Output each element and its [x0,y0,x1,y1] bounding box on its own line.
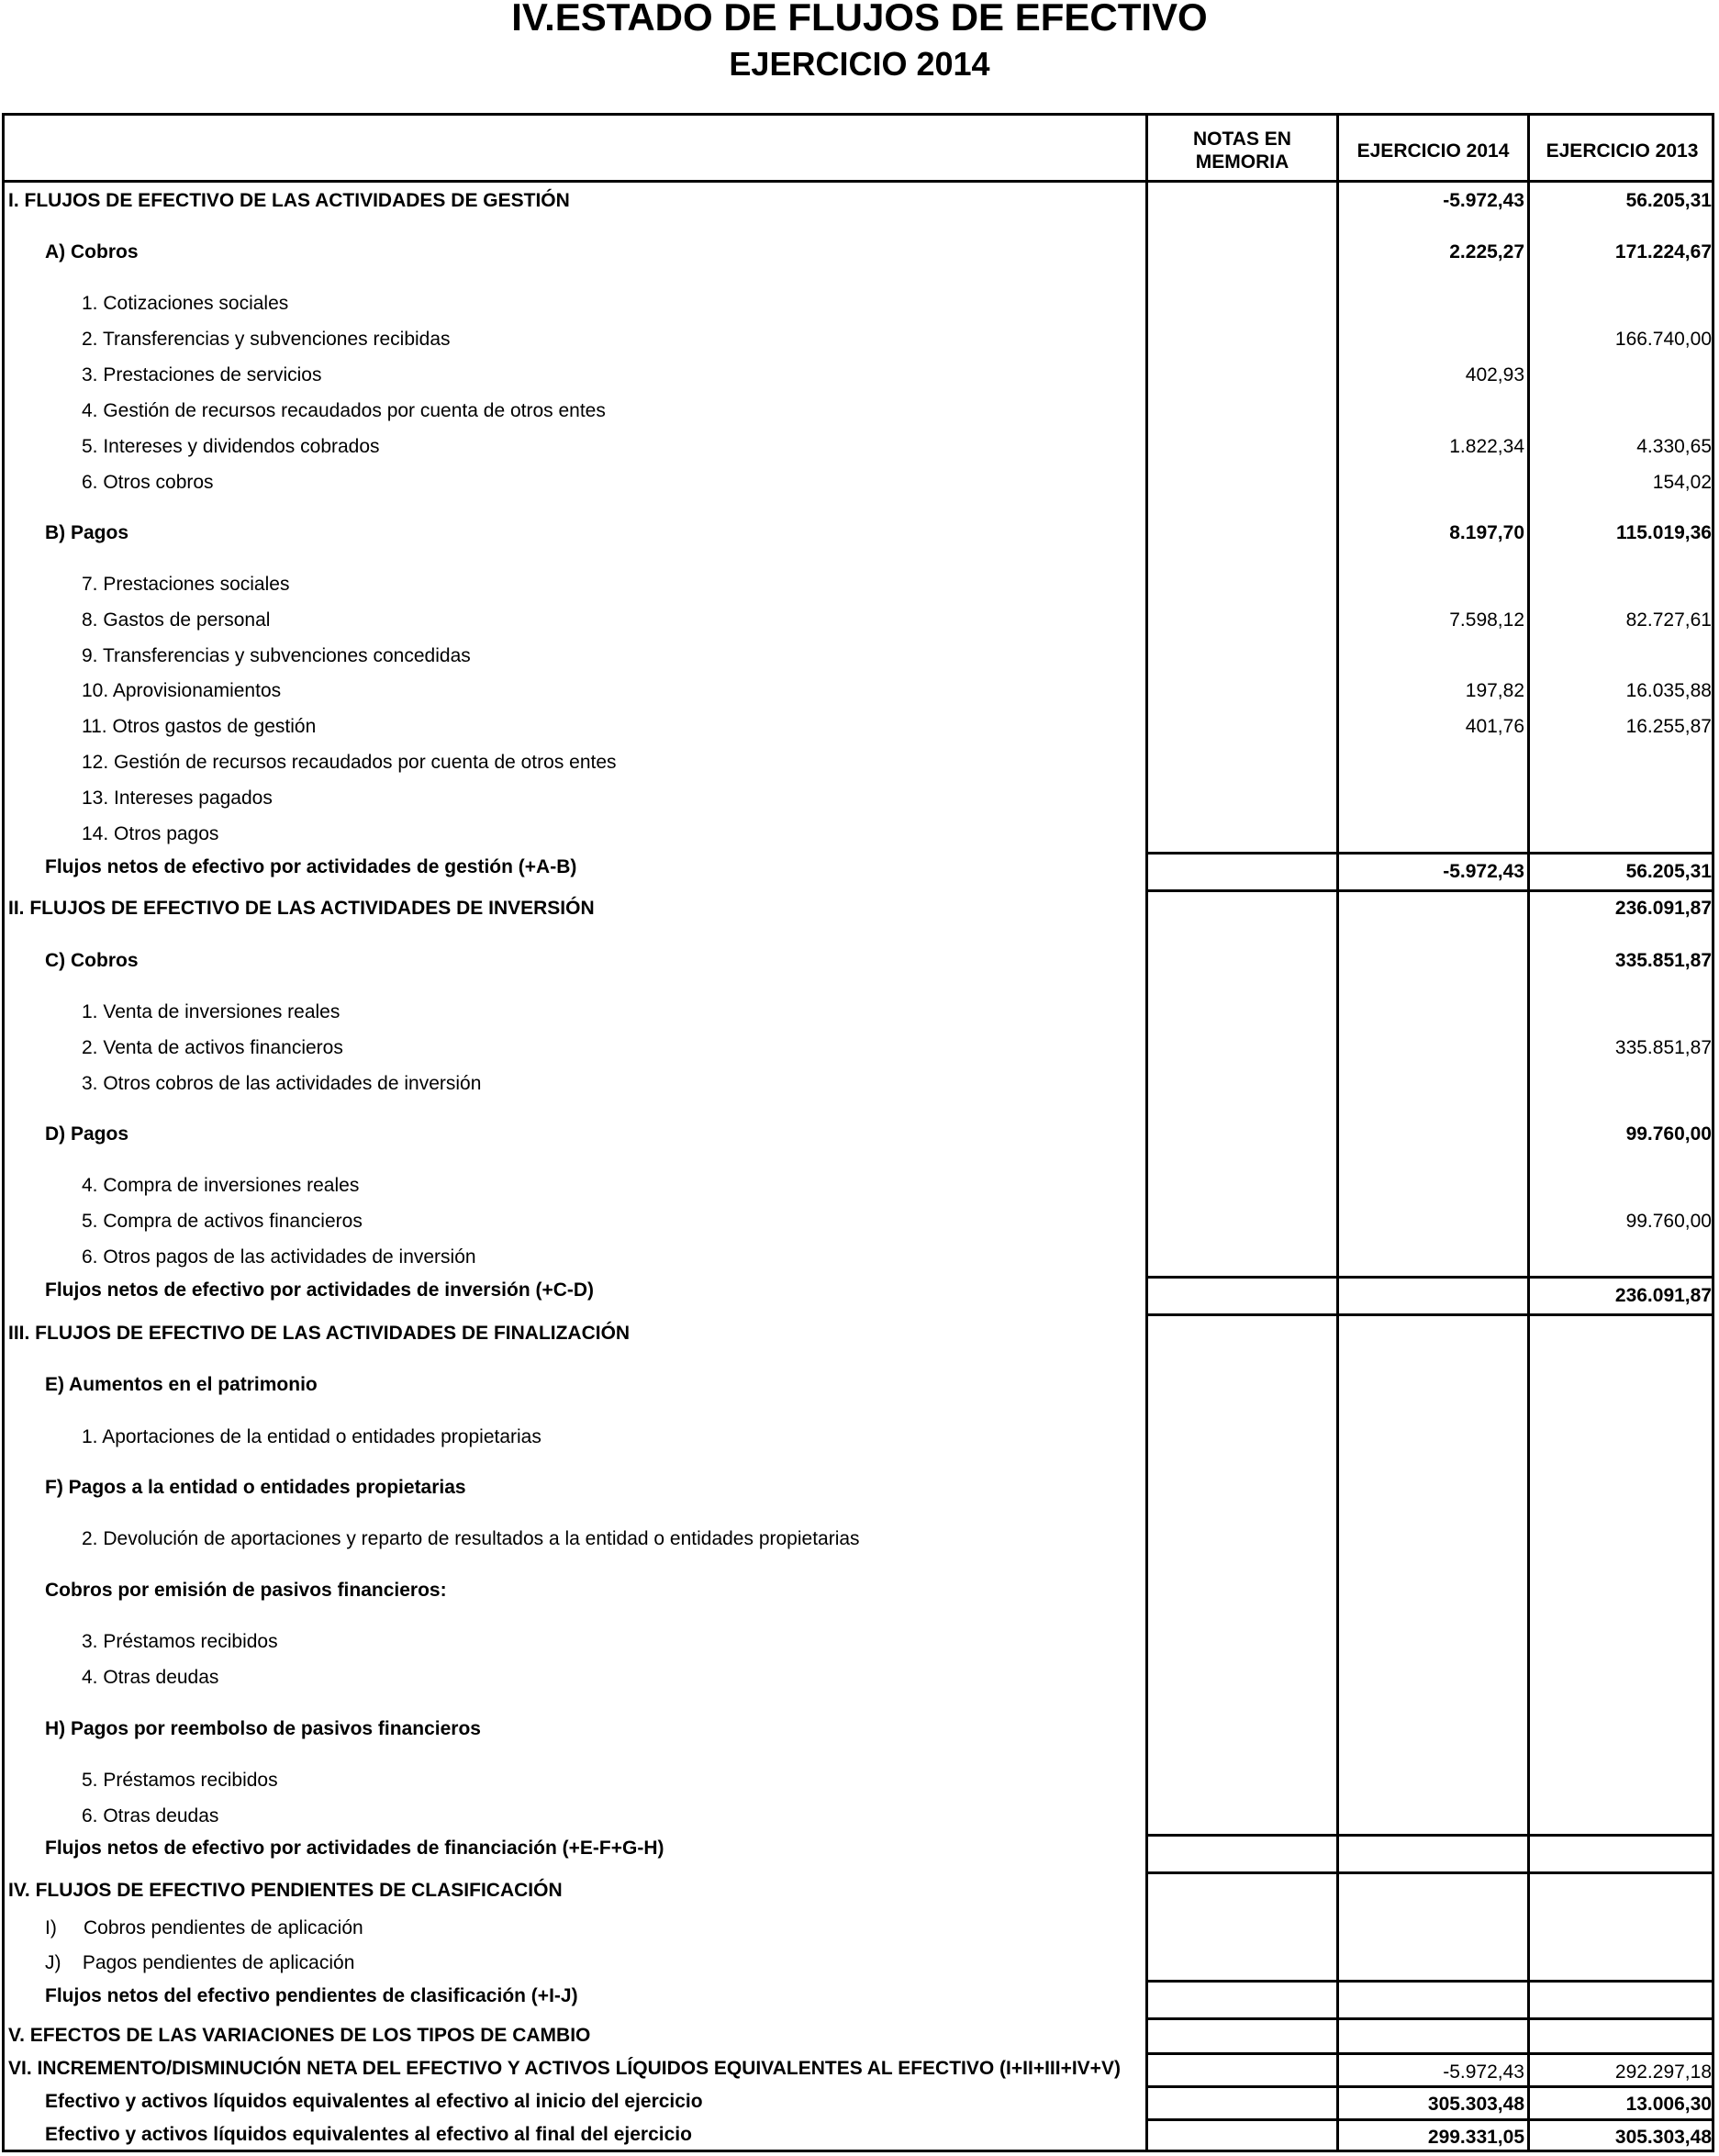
table-row [0,184,1719,218]
table-row [0,892,1719,925]
row-label: 10. Aprovisionamientos [82,680,282,701]
row-label: 3. Otros cobros de las actividades de inversión [82,1073,482,1094]
table-row [0,2118,1719,2151]
row-label: 5. Préstamos recibidos [82,1770,278,1791]
table-row [0,430,1719,464]
row-label: J) Pagos pendientes de aplicación [45,1952,355,1973]
row-label: 2. Venta de activos financieros [82,1037,343,1058]
table-row [0,996,1719,1029]
table-row [0,466,1719,499]
table-row [0,1764,1719,1797]
value-2013: 82.727,61 [1625,609,1712,631]
value-2013: 16.255,87 [1625,716,1712,737]
table-row [0,1067,1719,1100]
row-label: IV. FLUJOS DE EFECTIVO PENDIENTES DE CLASIFICACIÓN [8,1880,563,1901]
row-label: 6. Otras deudas [82,1805,219,1826]
table-row [0,1947,1719,1980]
value-2013: 236.091,87 [1614,1285,1712,1306]
table-row [0,1661,1719,1694]
table-row [0,2085,1719,2118]
table-row [0,359,1719,392]
row-label: Flujos netos de efectivo por actividades de gestión (+A-B) [45,856,577,877]
row-label: Efectivo y activos líquidos equivalentes al efectivo al inicio del ejercicio [45,2091,703,2112]
row-label: 6. Otros cobros [82,472,214,493]
row-label: 6. Otros pagos de las actividades de inversión [82,1246,476,1268]
value-2014: 7.598,12 [1449,609,1524,631]
row-label: Cobros por emisión de pasivos financieros: [45,1580,447,1601]
table-row [0,568,1719,601]
table-row [0,604,1719,637]
row-label: 4. Gestión de recursos recaudados por cuenta de otros entes [82,400,606,421]
header-ejercicio-2014: EJERCICIO 2014 [1356,140,1510,162]
table-row [0,640,1719,673]
row-label: 14. Otros pagos [82,823,219,844]
row-label: B) Pagos [45,522,129,543]
row-label: 12. Gestión de recursos recaudados por cuenta de otros entes [82,752,617,773]
row-label: 5. Compra de activos financieros [82,1211,363,1232]
table-row [0,287,1719,320]
table-row [0,746,1719,779]
table-row [0,944,1719,977]
table-row [0,1471,1719,1504]
value-2013: 99.760,00 [1625,1123,1712,1145]
value-2013: 335.851,87 [1614,950,1712,971]
value-2014: 401,76 [1465,716,1524,737]
value-2014: 299.331,05 [1427,2127,1524,2148]
table-row [0,1205,1719,1238]
row-label: I) Cobros pendientes de aplicación [45,1917,363,1938]
table-row [0,2019,1719,2052]
row-label: VI. INCREMENTO/DISMINUCIÓN NETA DEL EFECTIVO Y ACTIVOS LÍQUIDOS EQUIVALENTES AL EFECTIVO (I+II+III+IV+V) [8,2058,1121,2079]
row-label: 3. Préstamos recibidos [82,1631,278,1652]
table-row [0,2052,1719,2085]
row-label: 4. Compra de inversiones reales [82,1175,360,1196]
value-2014: 2.225,27 [1449,241,1524,263]
value-2013: 154,02 [1652,472,1712,493]
row-label: Flujos netos de efectivo por actividades de inversión (+C-D) [45,1279,595,1301]
row-label: Efectivo y activos líquidos equivalentes al efectivo al final del ejercicio [45,2124,692,2145]
table-row [0,1980,1719,2013]
row-label: 1. Aportaciones de la entidad o entidades propietarias [82,1426,541,1447]
value-2014: -5.972,43 [1443,190,1524,211]
header-ejercicio-2013: EJERCICIO 2013 [1546,140,1699,162]
table-row [0,1317,1719,1350]
table-row [0,517,1719,550]
row-label: V. EFECTOS DE LAS VARIACIONES DE LOS TIPOS DE CAMBIO [8,2025,591,2046]
value-2013: 4.330,65 [1636,436,1712,457]
row-label: I. FLUJOS DE EFECTIVO DE LAS ACTIVIDADES DE GESTIÓN [8,190,570,211]
table-row [0,1912,1719,1945]
row-label: 5. Intereses y dividendos cobrados [82,436,380,457]
table-row [0,818,1719,851]
row-label: E) Aumentos en el patrimonio [45,1374,318,1395]
row-label: 8. Gastos de personal [82,609,271,631]
row-label: H) Pagos por reembolso de pasivos financieros [45,1718,481,1739]
value-2013: 56.205,31 [1625,861,1712,882]
row-label: 11. Otros gastos de gestión [82,716,317,737]
row-label: D) Pagos [45,1123,129,1145]
value-2013: 171.224,67 [1614,241,1712,263]
row-label: 9. Transferencias y subvenciones concedidas [82,645,471,666]
value-2014: -5.972,43 [1443,861,1524,882]
value-2014: 197,82 [1465,680,1524,701]
row-label: Flujos netos de efectivo por actividades de financiación (+E-F+G-H) [45,1838,664,1859]
value-2013: 292.297,18 [1614,2061,1712,2083]
value-2013: 16.035,88 [1625,680,1712,701]
table-row [0,1874,1719,1907]
table-row [0,1625,1719,1659]
table-row [0,1832,1719,1865]
table-row [0,1713,1719,1746]
table-row [0,1032,1719,1065]
value-2014: 305.303,48 [1427,2094,1524,2115]
value-2013: 13.006,30 [1625,2094,1712,2115]
row-label: 2. Transferencias y subvenciones recibidas [82,329,451,350]
table-row [0,236,1719,269]
row-label: C) Cobros [45,950,139,971]
table-row [0,710,1719,743]
row-label: 7. Prestaciones sociales [82,574,290,595]
value-2014: 8.197,70 [1449,522,1524,543]
value-2013: 236.091,87 [1614,898,1712,919]
table-row [0,675,1719,708]
value-2014: 402,93 [1465,364,1524,385]
subtotal-divider [1145,1313,1714,1316]
value-2013: 99.760,00 [1625,1211,1712,1232]
table-row-values [0,855,1719,888]
row-label: 4. Otras deudas [82,1667,219,1688]
row-label: A) Cobros [45,241,139,263]
value-2014: -5.972,43 [1443,2061,1524,2083]
row-label: 3. Prestaciones de servicios [82,364,322,385]
row-label: 13. Intereses pagados [82,788,273,809]
table-row [0,395,1719,428]
table-row-values [0,1279,1719,1313]
table-row [0,1241,1719,1274]
table-row [0,1169,1719,1202]
table-row [0,1118,1719,1151]
row-label: II. FLUJOS DE EFECTIVO DE LAS ACTIVIDADES DE INVERSIÓN [8,898,595,919]
page-subtitle: EJERCICIO 2014 [729,45,990,83]
header-notas-memoria: NOTAS EN MEMORIA [1193,128,1291,173]
table-row [0,1368,1719,1402]
table-row [0,1421,1719,1454]
row-label: 1. Cotizaciones sociales [82,293,289,314]
value-2013: 166.740,00 [1614,329,1712,350]
row-label: III. FLUJOS DE EFECTIVO DE LAS ACTIVIDADES DE FINALIZACIÓN [8,1323,631,1344]
row-label: Flujos netos del efectivo pendientes de clasificación (+I-J) [45,1985,578,2006]
row-label: 2. Devolución de aportaciones y reparto de resultados a la entidad o entidades propietarias [82,1528,860,1549]
table-row [0,1523,1719,1556]
table-row [0,1800,1719,1833]
row-label: F) Pagos a la entidad o entidades propietarias [45,1477,466,1498]
value-2013: 115.019,36 [1616,522,1712,543]
value-2013: 56.205,31 [1625,190,1712,211]
page-title: IV.ESTADO DE FLUJOS DE EFECTIVO [511,0,1208,39]
table-row [0,1574,1719,1607]
value-2013: 335.851,87 [1614,1037,1712,1058]
row-label: 1. Venta de inversiones reales [82,1001,340,1022]
value-2014: 1.822,34 [1449,436,1524,457]
value-2013: 305.303,48 [1614,2127,1712,2148]
table-row [0,782,1719,815]
table-row [0,323,1719,356]
